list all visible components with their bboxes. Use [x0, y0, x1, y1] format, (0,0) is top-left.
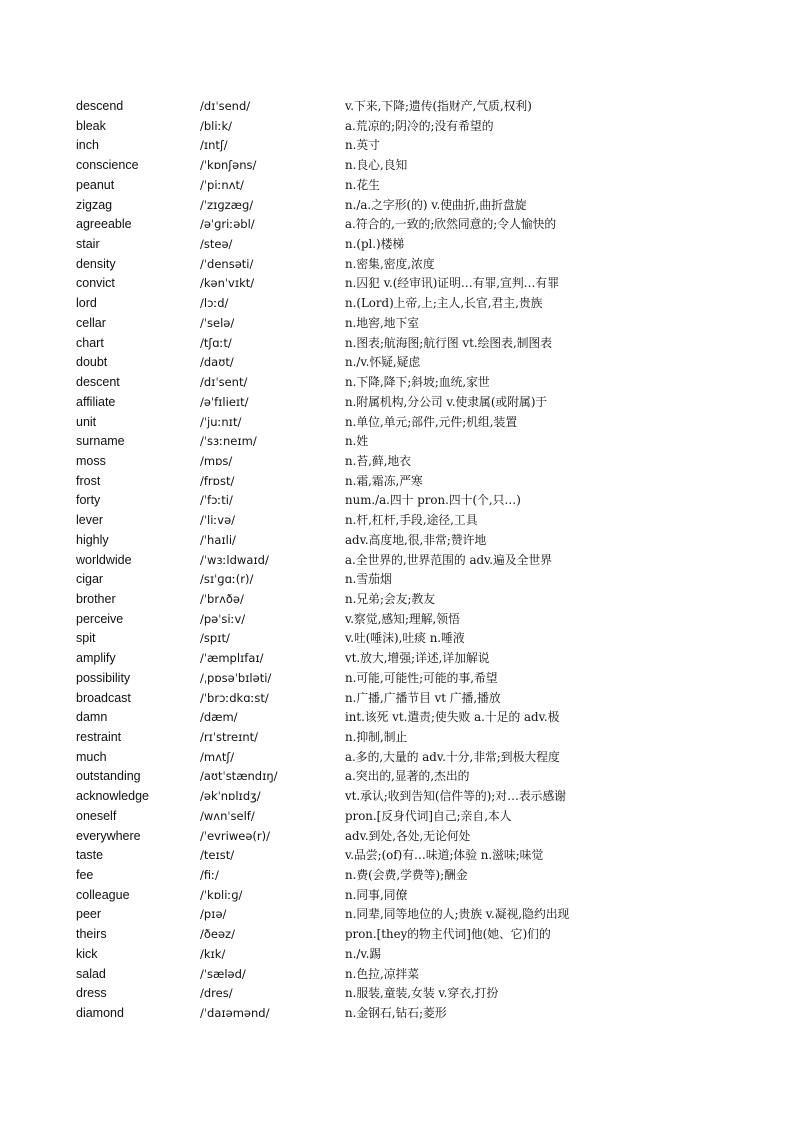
vocab-definition: num./a.四十 pron.四十(个,只…) [345, 493, 521, 508]
vocab-phonetic: /ˈdensəti/ [200, 256, 254, 271]
vocab-row [0, 748, 800, 768]
vocab-row [0, 846, 800, 866]
vocab-word: chart [76, 335, 104, 350]
vocab-row [0, 610, 800, 630]
vocab-definition: n.广播,广播节目 vt 广播,播放 [345, 690, 501, 705]
vocab-phonetic: /aʊtˈstændɪŋ/ [200, 769, 278, 784]
vocab-row [0, 314, 800, 334]
vocab-row [0, 511, 800, 531]
vocab-row [0, 274, 800, 294]
vocab-word: zigzag [76, 197, 113, 212]
vocab-phonetic: /rɪˈstreɪnt/ [200, 730, 259, 744]
vocab-phonetic: /pɪə/ [200, 907, 227, 922]
vocab-definition: vt.放大,增强;详述,详加解说 [345, 651, 490, 666]
vocab-definition: v.品尝;(of)有…味道;体验 n.滋味;味觉 [345, 848, 544, 863]
vocab-definition: n.下降,降下;斜坡;血统,家世 [345, 375, 490, 390]
vocab-row [0, 531, 800, 551]
vocab-definition: a.荒凉的;阴冷的;没有希望的 [345, 118, 494, 133]
vocab-definition: n.姓 [345, 434, 369, 449]
vocab-word: descent [76, 375, 120, 390]
vocab-phonetic: /mʌtʃ/ [200, 749, 235, 764]
vocab-word: colleague [76, 887, 130, 902]
vocab-definition: n.图表;航海图;航行图 vt.绘图表,制图表 [345, 335, 553, 350]
vocab-row [0, 156, 800, 176]
vocab-phonetic: /ðeəz/ [200, 927, 235, 942]
vocab-definition: n.色拉,凉拌菜 [345, 966, 420, 981]
vocab-definition: n.费(会费,学费等);酬金 [345, 868, 468, 883]
vocab-row [0, 353, 800, 373]
vocab-phonetic: /ˈpiːnʌt/ [200, 177, 244, 192]
vocab-row [0, 117, 800, 137]
vocab-word: conscience [76, 158, 139, 173]
vocab-phonetic: /ˈselə/ [200, 315, 235, 330]
vocab-row [0, 807, 800, 827]
vocab-definition: a.多的,大量的 adv.十分,非常;到极大程度 [345, 749, 560, 764]
vocab-phonetic: /sɪˈɡɑː(r)/ [200, 572, 254, 587]
vocab-phonetic: /ˈæmplɪfaɪ/ [200, 651, 264, 666]
vocab-word: kick [76, 946, 98, 961]
vocab-row [0, 570, 800, 590]
vocab-word: peanut [76, 177, 115, 192]
vocab-word: lord [76, 296, 97, 311]
vocab-definition: adv.高度地,很,非常;赞许地 [345, 532, 487, 547]
vocab-word: amplify [76, 651, 116, 666]
vocab-word: broadcast [76, 690, 131, 705]
vocab-phonetic: /bliːk/ [200, 118, 232, 133]
vocab-phonetic: /ɪntʃ/ [200, 138, 228, 153]
vocab-phonetic: /ˈbrɔːdkɑːst/ [200, 690, 269, 705]
vocab-word: outstanding [76, 769, 141, 784]
vocab-word: agreeable [76, 217, 132, 232]
vocab-word: doubt [76, 355, 108, 370]
vocab-row [0, 629, 800, 649]
vocab-phonetic: /dɪˈsend/ [200, 99, 251, 113]
vocab-row [0, 393, 800, 413]
vocab-word: density [76, 256, 116, 271]
vocab-word: salad [76, 966, 106, 981]
vocab-row [0, 235, 800, 255]
vocab-phonetic: /dɪˈsent/ [200, 375, 248, 390]
vocab-word: convict [76, 276, 115, 291]
vocab-definition: n.良心,良知 [345, 158, 408, 173]
vocab-word: frost [76, 473, 101, 488]
vocab-word: descend [76, 99, 124, 113]
vocab-definition: n.杆,杠杆,手段,途径,工具 [345, 513, 478, 528]
vocab-row [0, 452, 800, 472]
vocab-word: unit [76, 414, 97, 429]
vocab-word: brother [76, 591, 116, 606]
vocabulary-list [0, 97, 800, 1024]
vocab-row [0, 294, 800, 314]
vocab-word: everywhere [76, 828, 141, 843]
vocab-phonetic: /ˈwɜːldwaɪd/ [200, 552, 269, 567]
vocab-word: spit [76, 631, 96, 646]
vocab-definition: vt.承认;收到告知(信件等的);对…表示感谢 [345, 789, 567, 804]
vocab-definition: n.花生 [345, 177, 380, 192]
vocab-phonetic: /spɪt/ [200, 631, 230, 646]
vocab-definition: pron.[反身代词]自己;亲自,本人 [345, 808, 512, 823]
vocab-phonetic: /ˈhaɪli/ [200, 532, 236, 547]
vocab-phonetic: /teɪst/ [200, 848, 235, 863]
vocab-row [0, 136, 800, 156]
vocab-row [0, 669, 800, 689]
vocab-word: possibility [76, 670, 131, 685]
vocab-word: dress [76, 986, 107, 1001]
vocab-definition: n.可能,可能性;可能的事,希望 [345, 670, 498, 685]
vocab-row [0, 432, 800, 452]
vocab-row [0, 97, 800, 117]
vocab-word: diamond [76, 1006, 124, 1021]
vocab-definition: n.抑制,制止 [345, 730, 408, 744]
vocab-definition: n.英寸 [345, 138, 380, 153]
vocab-word: bleak [76, 118, 106, 133]
vocab-word: oneself [76, 808, 117, 823]
vocab-row [0, 491, 800, 511]
vocab-row [0, 708, 800, 728]
vocab-phonetic: /ˈfɔːti/ [200, 493, 233, 508]
vocab-row [0, 827, 800, 847]
vocab-row [0, 551, 800, 571]
vocab-phonetic: /ˈkɒliːɡ/ [200, 887, 243, 902]
vocab-row [0, 945, 800, 965]
vocab-phonetic: /pəˈsiːv/ [200, 611, 246, 626]
vocab-definition: v.吐(唾沫),吐痰 n.唾液 [345, 631, 465, 646]
vocab-word: inch [76, 138, 99, 153]
vocab-definition: n./v.踢 [345, 946, 382, 961]
vocab-definition: n.附属机构,分公司 v.使隶属(或附属)于 [345, 394, 548, 409]
vocab-phonetic: /ˈevriweə(r)/ [200, 828, 270, 843]
vocab-row [0, 472, 800, 492]
vocab-phonetic: /steə/ [200, 237, 233, 252]
vocab-definition: n.苔,藓,地衣 [345, 453, 412, 468]
vocab-phonetic: /ˌpɒsəˈbɪləti/ [200, 670, 272, 685]
vocab-phonetic: /tʃɑːt/ [200, 335, 232, 350]
vocab-row [0, 984, 800, 1004]
vocab-word: perceive [76, 611, 124, 626]
vocab-phonetic: /ˈkɒnʃəns/ [200, 158, 257, 173]
vocab-row [0, 196, 800, 216]
vocab-word: surname [76, 434, 125, 449]
vocab-definition: n.兄弟;会友;教友 [345, 591, 436, 606]
vocab-phonetic: /ˈzɪɡzæɡ/ [200, 197, 254, 212]
vocab-word: cellar [76, 315, 106, 330]
vocab-phonetic: /dæm/ [200, 710, 238, 725]
vocab-phonetic: /kənˈvɪkt/ [200, 276, 255, 291]
vocab-definition: n.同辈,同等地位的人;贵族 v.凝视,隐约出现 [345, 907, 570, 922]
vocab-phonetic: /dres/ [200, 986, 233, 1001]
vocab-row [0, 176, 800, 196]
vocab-phonetic: /fiː/ [200, 868, 219, 883]
vocab-word: restraint [76, 730, 122, 744]
vocab-word: worldwide [76, 552, 132, 567]
vocab-row [0, 373, 800, 393]
vocab-word: peer [76, 907, 102, 922]
vocab-phonetic: /əkˈnɒlɪdʒ/ [200, 789, 261, 804]
vocab-row [0, 255, 800, 275]
vocab-word: lever [76, 513, 104, 528]
vocab-phonetic: /daʊt/ [200, 355, 234, 370]
vocab-phonetic: /ˈdaɪəmənd/ [200, 1006, 270, 1021]
vocab-row [0, 886, 800, 906]
vocab-phonetic: /əˈfɪlieɪt/ [200, 394, 249, 409]
vocab-definition: n.囚犯 v.(经审讯)证明…有罪,宣判…有罪 [345, 276, 560, 291]
vocab-word: fee [76, 868, 94, 883]
vocab-word: acknowledge [76, 789, 149, 804]
vocab-phonetic: /frɒst/ [200, 473, 235, 488]
vocab-word: theirs [76, 927, 107, 942]
vocab-definition: n.霜,霜冻,严寒 [345, 473, 423, 488]
vocab-row [0, 215, 800, 235]
vocab-definition: n.(pl.)楼梯 [345, 237, 405, 252]
vocab-word: damn [76, 710, 108, 725]
vocab-row [0, 728, 800, 748]
vocab-phonetic: /ˈsæləd/ [200, 966, 246, 981]
vocab-phonetic: /kɪk/ [200, 946, 226, 961]
vocab-definition: n./v.怀疑,疑虑 [345, 355, 421, 370]
vocab-definition: n.雪茄烟 [345, 572, 392, 587]
vocab-definition: n.金钢石,钻石;菱形 [345, 1006, 447, 1021]
vocab-word: cigar [76, 572, 104, 587]
vocab-definition: n.单位,单元;部件,元件;机组,装置 [345, 414, 518, 429]
vocab-definition: adv.到处,各处,无论何处 [345, 828, 471, 843]
vocab-row [0, 866, 800, 886]
vocab-word: stair [76, 237, 100, 252]
vocab-row [0, 590, 800, 610]
vocab-row [0, 925, 800, 945]
vocab-definition: n.同事,同僚 [345, 887, 408, 902]
vocab-definition: n.服装,童装,女装 v.穿衣,打扮 [345, 986, 499, 1001]
vocab-definition: n./a.之字形(的) v.使曲折,曲折盘旋 [345, 197, 527, 212]
vocab-row [0, 965, 800, 985]
vocab-phonetic: /ˈjuːnɪt/ [200, 414, 242, 429]
vocab-definition: int.该死 vt.遣责;使失败 a.十足的 adv.极 [345, 710, 560, 725]
vocab-row [0, 689, 800, 709]
vocab-definition: n.地窖,地下室 [345, 315, 420, 330]
vocab-row [0, 905, 800, 925]
vocab-phonetic: /əˈɡriːəbl/ [200, 217, 255, 232]
vocab-word: affiliate [76, 394, 116, 409]
vocab-phonetic: /mɒs/ [200, 453, 233, 468]
vocab-phonetic: /ˈbrʌðə/ [200, 591, 244, 606]
vocab-definition: n.密集,密度,浓度 [345, 256, 435, 271]
vocab-definition: v.察觉,感知;理解,领悟 [345, 611, 460, 626]
vocab-phonetic: /ˈliːvə/ [200, 513, 236, 528]
vocab-row [0, 767, 800, 787]
vocab-definition: a.全世界的,世界范围的 adv.遍及全世界 [345, 552, 553, 567]
vocab-row [0, 787, 800, 807]
vocab-row [0, 1004, 800, 1024]
vocab-definition: n.(Lord)上帝,上;主人,长官,君主,贵族 [345, 296, 543, 311]
vocab-phonetic: /ˈsɜːneɪm/ [200, 434, 257, 449]
vocab-word: forty [76, 493, 101, 508]
vocab-row [0, 649, 800, 669]
vocab-definition: a.符合的,一致的;欣然同意的;令人愉快的 [345, 217, 557, 232]
vocab-definition: v.下来,下降;遗传(指财产,气质,权利) [345, 99, 532, 113]
vocab-definition: a.突出的,显著的,杰出的 [345, 769, 470, 784]
vocab-word: highly [76, 532, 109, 547]
vocab-phonetic: /lɔːd/ [200, 296, 229, 311]
vocab-word: much [76, 749, 107, 764]
vocab-row [0, 334, 800, 354]
vocab-word: taste [76, 848, 104, 863]
vocab-word: moss [76, 453, 106, 468]
vocab-definition: pron.[they的物主代词]他(她、它)们的 [345, 927, 551, 942]
vocab-phonetic: /wʌnˈself/ [200, 808, 255, 823]
vocab-row [0, 413, 800, 433]
